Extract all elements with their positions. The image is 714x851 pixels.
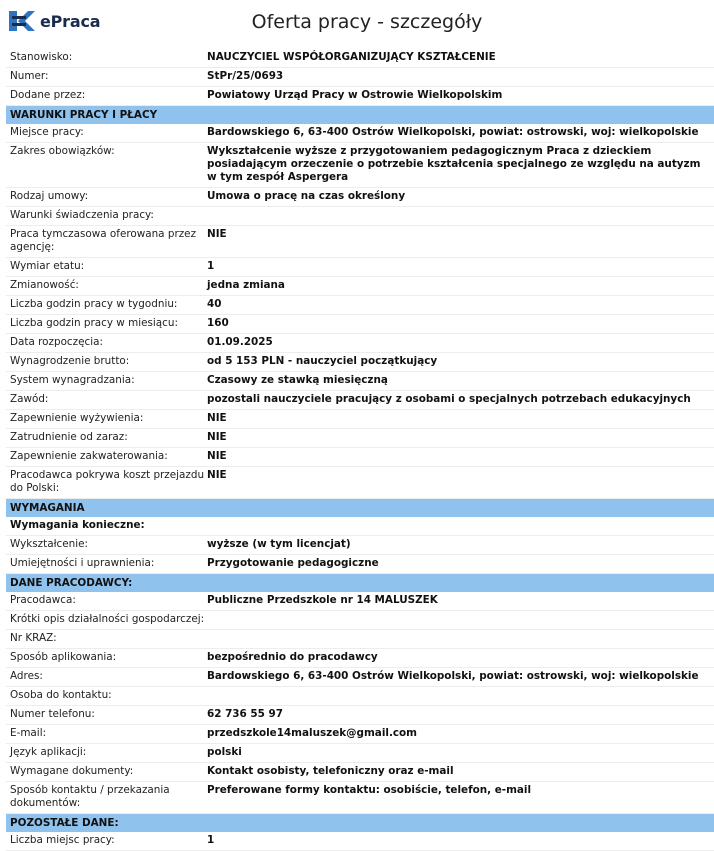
detail-row-dodane-przez: [6, 87, 714, 106]
page-header: [0, 0, 714, 46]
row-value: Czasowy ze stawką miesięczną: [207, 374, 388, 386]
detail-row: [6, 372, 714, 391]
section-header-wymagania: WYMAGANIA: [6, 499, 714, 517]
page-title: Oferta pracy - szczegóły: [251, 11, 483, 33]
row-label: Dodane przez:: [10, 89, 86, 101]
detail-row: [6, 391, 714, 410]
detail-row: [6, 258, 714, 277]
detail-row-numer: [6, 68, 714, 87]
row-value: NIE: [207, 412, 227, 424]
row-label: Pracodawca:: [10, 594, 76, 606]
row-value: Bardowskiego 6, 63-400 Ostrów Wielkopolski, powiat: ostrowski, woj: wielkopolskie: [207, 670, 699, 682]
row-value: NIE: [207, 431, 227, 443]
detail-row: [6, 334, 714, 353]
detail-row: [6, 448, 714, 467]
row-label: Krótki opis działalności gospodarczej:: [10, 613, 205, 625]
detail-row: [6, 124, 714, 143]
row-value: od 5 153 PLN - nauczyciel początkujący: [207, 355, 438, 367]
detail-row: [6, 410, 714, 429]
row-label: Język aplikacji:: [10, 746, 87, 758]
row-label: Rodzaj umowy:: [10, 190, 89, 202]
row-value: [207, 632, 714, 645]
row-label: Wykształcenie:: [10, 538, 88, 550]
detail-row: [6, 763, 714, 782]
row-label: Sposób kontaktu / przekazania dokumentów:: [10, 784, 170, 809]
row-label: Zapewnienie zakwaterowania:: [10, 450, 168, 462]
detail-row: [6, 744, 714, 763]
row-value: Publiczne Przedszkole nr 14 MALUSZEK: [207, 594, 438, 606]
row-value: Powiatowy Urząd Pracy w Ostrowie Wielkopolskim: [207, 89, 503, 101]
detail-row: [6, 467, 714, 499]
row-label: Zakres obowiązków:: [10, 145, 115, 157]
row-value: bezpośrednio do pracodawcy: [207, 651, 378, 663]
row-value: Przygotowanie pedagogiczne: [207, 557, 379, 569]
row-label: E-mail:: [10, 727, 47, 739]
row-value: Bardowskiego 6, 63-400 Ostrów Wielkopolski, powiat: ostrowski, woj: wielkopolskie: [207, 126, 699, 138]
detail-row: [6, 143, 714, 188]
detail-row: [6, 630, 714, 649]
detail-row: [6, 315, 714, 334]
row-value: jedna zmiana: [207, 279, 285, 291]
row-label: Pracodawca pokrywa koszt przejazdu do Polski:: [10, 469, 205, 494]
detail-row: [6, 706, 714, 725]
detail-row: [6, 725, 714, 744]
detail-row: [6, 536, 714, 555]
row-value: NAUCZYCIEL WSPÓŁORGANIZUJĄCY KSZTAŁCENIE: [207, 51, 496, 63]
row-label: Numer:: [10, 70, 49, 82]
row-value: Preferowane formy kontaktu: osobiście, telefon, e-mail: [207, 784, 532, 796]
detail-row: [6, 592, 714, 611]
offer-details: [6, 49, 714, 851]
row-label: System wynagradzania:: [10, 374, 135, 386]
row-value: StPr/25/0693: [207, 70, 284, 82]
row-label: Liczba godzin pracy w miesiącu:: [10, 317, 178, 329]
row-label: Zapewnienie wyżywienia:: [10, 412, 144, 424]
row-value: NIE: [207, 228, 227, 240]
detail-row: [6, 188, 714, 207]
detail-row-stanowisko: [6, 49, 714, 68]
detail-row: [6, 429, 714, 448]
row-value: 1: [207, 834, 215, 846]
row-label: Zatrudnienie od zaraz:: [10, 431, 128, 443]
row-label: Zawód:: [10, 393, 49, 405]
section-header-pracodawca: DANE PRACODAWCY:: [6, 574, 714, 592]
row-value: polski: [207, 746, 242, 758]
row-value: 01.09.2025: [207, 336, 273, 348]
row-label: Liczba miejsc pracy:: [10, 834, 115, 846]
detail-row: [6, 555, 714, 574]
detail-row: [6, 226, 714, 258]
detail-row: [6, 782, 714, 814]
row-value: przedszkole14maluszek@gmail.com: [207, 727, 418, 739]
row-value: 40: [207, 298, 222, 310]
row-label: Liczba godzin pracy w tygodniu:: [10, 298, 178, 310]
row-label: Wymagane dokumenty:: [10, 765, 134, 777]
row-value: Kontakt osobisty, telefoniczny oraz e-mail: [207, 765, 454, 777]
row-label: Wynagrodzenie brutto:: [10, 355, 130, 367]
section-header-warunki: WARUNKI PRACY I PŁACY: [6, 106, 714, 124]
row-label: Osoba do kontaktu:: [10, 689, 112, 701]
detail-row: [6, 353, 714, 372]
row-value: [207, 689, 714, 702]
logo-text: ePraca: [40, 11, 101, 31]
detail-row: [6, 668, 714, 687]
row-value: NIE: [207, 469, 227, 481]
row-value: Umowa o pracę na czas określony: [207, 190, 406, 202]
row-label: Umiejętności i uprawnienia:: [10, 557, 155, 569]
detail-row: [6, 277, 714, 296]
row-value: [207, 613, 714, 626]
row-label: Adres:: [10, 670, 43, 682]
detail-row: [6, 649, 714, 668]
row-label: Miejsce pracy:: [10, 126, 84, 138]
row-label: Data rozpoczęcia:: [10, 336, 103, 348]
row-label: Sposób aplikowania:: [10, 651, 117, 663]
row-value: 160: [207, 317, 229, 329]
row-label: Numer telefonu:: [10, 708, 95, 720]
row-value: Wykształcenie wyższe z przygotowaniem pedagogicznym Praca z dzieckiem posiadającym orzeczenie o potrzebie kształcenia specjalnego ze względu na autyzm w tym zespół Aspergera: [207, 145, 701, 183]
row-label: Nr KRAZ:: [10, 632, 57, 644]
detail-row: [6, 687, 714, 706]
detail-row: [6, 611, 714, 630]
row-value: pozostali nauczyciele pracujący z osobami o specjalnych potrzebach edukacyjnych: [207, 393, 691, 405]
row-label: Wymiar etatu:: [10, 260, 85, 272]
row-value: 1: [207, 260, 215, 272]
row-label: Warunki świadczenia pracy:: [10, 209, 154, 221]
row-value: 62 736 55 97: [207, 708, 283, 720]
detail-row: [6, 207, 714, 226]
section-header-pozostale: POZOSTAŁE DANE:: [6, 814, 714, 832]
row-value: [207, 209, 714, 222]
row-label: Praca tymczasowa oferowana przez agencję:: [10, 228, 197, 253]
row-value: NIE: [207, 450, 227, 462]
detail-row: [6, 832, 714, 851]
detail-row: [6, 296, 714, 315]
row-label: Stanowisko:: [10, 51, 73, 63]
subheading-wymagania-konieczne: Wymagania konieczne:: [6, 517, 714, 536]
row-value: wyższe (w tym licencjat): [207, 538, 351, 550]
row-label: Zmianowość:: [10, 279, 79, 291]
